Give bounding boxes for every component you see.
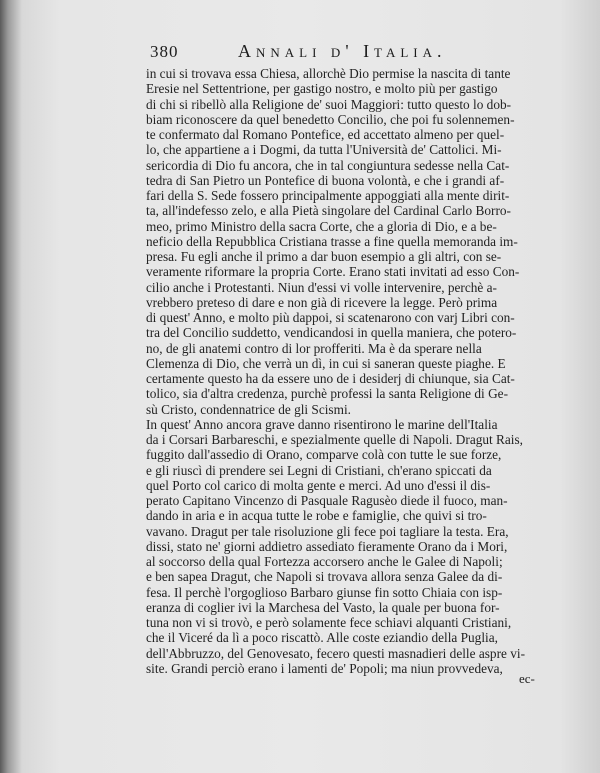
text-line: veramente riformare la propria Corte. Erano stati invitati ad esso Con- <box>146 264 520 280</box>
text-line: tedra di San Pietro un Pontefice di buona volontà, e che i grandi af- <box>146 172 505 188</box>
text-line: di quest' Anno, e molto più dappoi, si scatenarono con varj Libri con- <box>146 310 515 325</box>
body-text <box>146 66 558 676</box>
text-line: da i Corsari Barbareschi, e spezialmente quelle di Napoli. Dragut Rais, <box>146 432 523 447</box>
text-line: tra del Concilio suddetto, vendicandosi in quella maniera, che potero- <box>146 325 517 341</box>
text-line: ta, all'indefesso zelo, e alla Pietà singolare del Cardinal Carlo Borro- <box>146 203 511 219</box>
text-line: tolico, sia d'altra credenza, purchè professi la santa Religione di Ge- <box>146 386 509 402</box>
text-line: dissi, stato ne' giorni addietro assediato fieramente Orano da i Mori, <box>146 538 508 554</box>
text-line: dando in aria e in acqua tutte le robe e famiglie, che quivi si tro- <box>146 508 487 524</box>
text-line: tuna non vi si trovò, e però solamente fece schiavi alquanti Cristiani, <box>146 615 512 630</box>
running-head: Annali d' Italia. <box>238 41 447 61</box>
page-header <box>150 40 580 64</box>
text-line: vavano. Dragut per tale risoluzione gli fece poi tagliare la testa. Era, <box>146 523 509 539</box>
text-line: site. Grandi perciò erano i lamenti de' Popoli; ma niun provvedeva, <box>146 660 503 676</box>
text-line: che il Viceré da lì a poco riscattò. Alle coste eziandio della Puglia, <box>146 630 498 646</box>
text-line: sù Cristo, condennatrice de gli Scismi. <box>146 401 351 417</box>
text-line: fesa. Il perchè l'orgoglioso Barbaro giunse fin sotto Chiaia con isp- <box>146 584 503 600</box>
catchword: ec- <box>519 671 535 686</box>
text-line: di chi si ribellò alla Religione de' suoi Maggiori: tutto questo lo dob- <box>146 96 512 112</box>
text-line: in cui si trovava essa Chiesa, allorchè Dio permise la nascita di tante <box>146 66 511 81</box>
text-line: no, de gli anatemi contro di lor profferiti. Ma è da sperare nella <box>146 340 482 356</box>
text-line: eranza di coglier ivi la Marchesa del Vasto, la quale per buona for- <box>146 599 500 615</box>
text-line: presa. Fu egli anche il primo a dar buon esempio a gli altri, con se- <box>146 249 502 264</box>
text-line: neficio della Repubblica Cristiana trasse a fine quella memoranda im- <box>146 233 518 249</box>
text-line: fari della S. Sede fossero principalmente appoggiati alla mente dirit- <box>146 188 510 203</box>
text-line: vrebbero preteso di dare e non già di ricevere la legge. Però prima <box>146 294 498 310</box>
page-number: 380 <box>150 42 179 61</box>
text-line: fuggito dall'assedio di Orano, comparve colà con tutte le sue forze, <box>146 447 502 463</box>
text-line: meo, primo Ministro della sacra Corte, che a gloria di Dio, e a be- <box>146 218 497 234</box>
text-line: cilio anche i Protestanti. Niun d'essi vi volle intervenire, perchè a- <box>146 279 497 295</box>
text-line: sericordia di Dio fu ancora, che in tal congiuntura sedesse nella Cat- <box>146 157 510 173</box>
text-line: dell'Abbruzzo, del Genovesato, fecero questi masnadieri delle aspre vi- <box>146 645 525 661</box>
text-line: lo, che appartiene a i Dogmi, da tutta l'Università de' Cattolici. Mi- <box>146 142 502 158</box>
text-line: biam riconoscere da quel benedetto Concilio, che poi fu solennemen- <box>146 111 515 127</box>
text-line: e ben sapea Dragut, che Napoli si trovava allora senza Galee da di- <box>146 569 503 585</box>
text-line: al soccorso della qual Fortezza accorsero anche le Galee di Napoli; <box>146 554 503 569</box>
text-line: certamente questo ha da essere uno de i desiderj di chiunque, sia Cat- <box>146 371 515 386</box>
text-line: In quest' Anno ancora grave danno risentirono le marine dell'Italia <box>146 416 498 432</box>
text-line: perato Capitano Vincenzo di Pasquale Ragusèo diede il fuoco, man- <box>146 493 508 508</box>
text-line: e gli riuscì di prendere sei Legni di Cristiani, ch'erano spiccati da <box>146 462 492 478</box>
text-line: Clemenza di Dio, che verrà un dì, in cui si saneran queste piaghe. E <box>146 355 506 371</box>
text-line: Eresie nel Settentrione, per gastigo nostro, e molto più per gastigo <box>146 81 498 97</box>
text-line: quel Porto col carico di molta gente e merci. Ad uno d'essi il dis- <box>146 477 491 493</box>
text-line: te confermato dal Romano Pontefice, ed accettato almeno per quel- <box>146 127 505 142</box>
